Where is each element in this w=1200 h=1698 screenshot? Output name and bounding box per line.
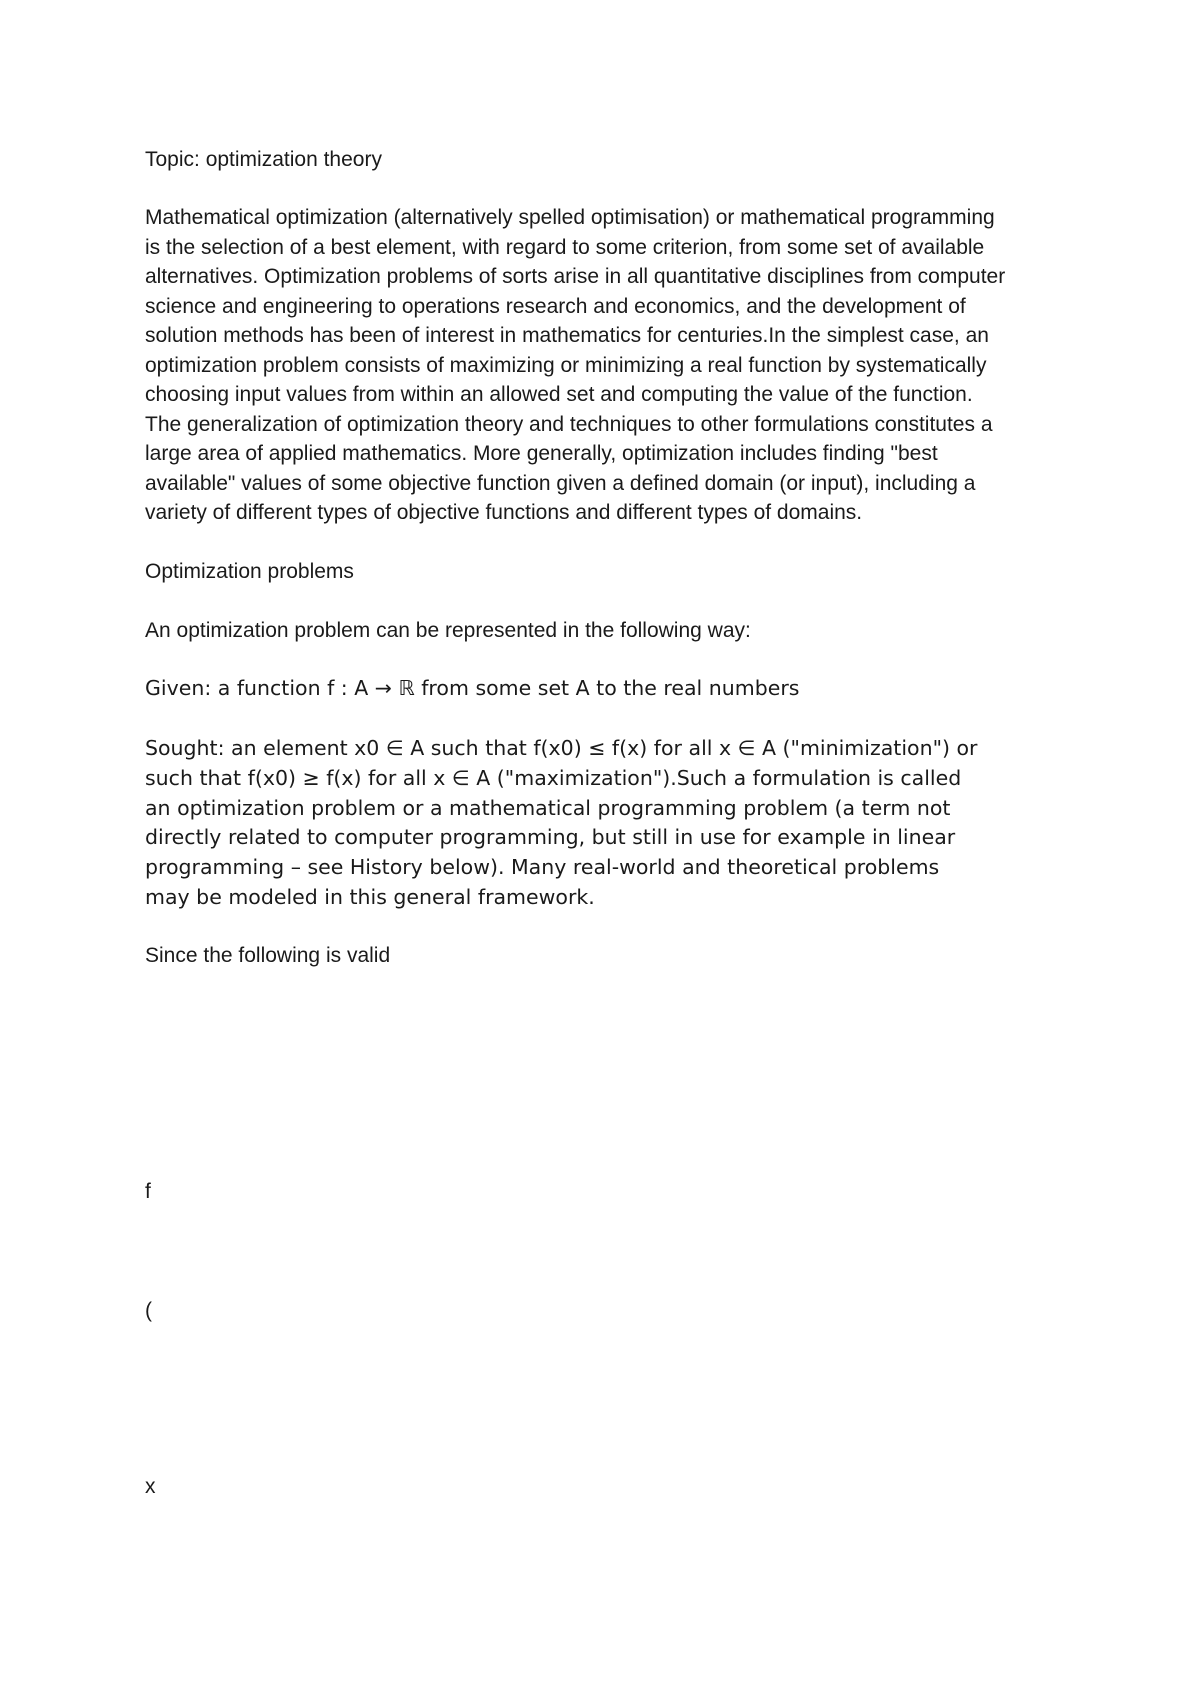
topic-line: Topic: optimization theory <box>145 148 382 171</box>
given-line: Given: a function f : A → ℝ from some set A to the real numbers <box>145 676 800 700</box>
since-line: Since the following is valid <box>145 944 391 967</box>
formula-fragment-x: x <box>145 1475 156 1498</box>
formula-fragment-paren: ( <box>145 1299 152 1322</box>
representation-line: An optimization problem can be represented in the following way: <box>145 619 751 642</box>
intro-paragraph: Mathematical optimization (alternatively spelled optimisation) or mathematical programming is the selection of a best element, with regard to some criterion, from some set of available alternatives. Optimization problems of sorts arise in all quantitative disciplines from computer science and engineering to operations research and economics, and the development of solution methods has been of interest in mathematics for centuries.In the simplest case, an optimization problem consists of maximizing or minimizing a real function by systematically choosing input values from within an allowed set and computing the value of the function. The generalization of optimization theory and techniques to other formulations constitutes a large area of applied mathematics. More generally, optimization includes finding "best available" values of some objective function given a defined domain (or input), including a variety of different types of objective functions and different types of domains. <box>145 206 1006 524</box>
section-heading: Optimization problems <box>145 560 354 583</box>
formula-fragment-f: f <box>145 1180 151 1203</box>
sought-paragraph: Sought: an element x0 ∈ A such that f(x0) ≤ f(x) for all x ∈ A ("minimization") or such that f(x0) ≥ f(x) for all x ∈ A ("maximization").Such a formulation is called an optimization problem or a mathematical programming problem (a term not directly related to computer programming, but still in use for example in linear programming – see History below). Many real-world and theoretical problems may be modeled in this general framework. <box>145 736 978 909</box>
